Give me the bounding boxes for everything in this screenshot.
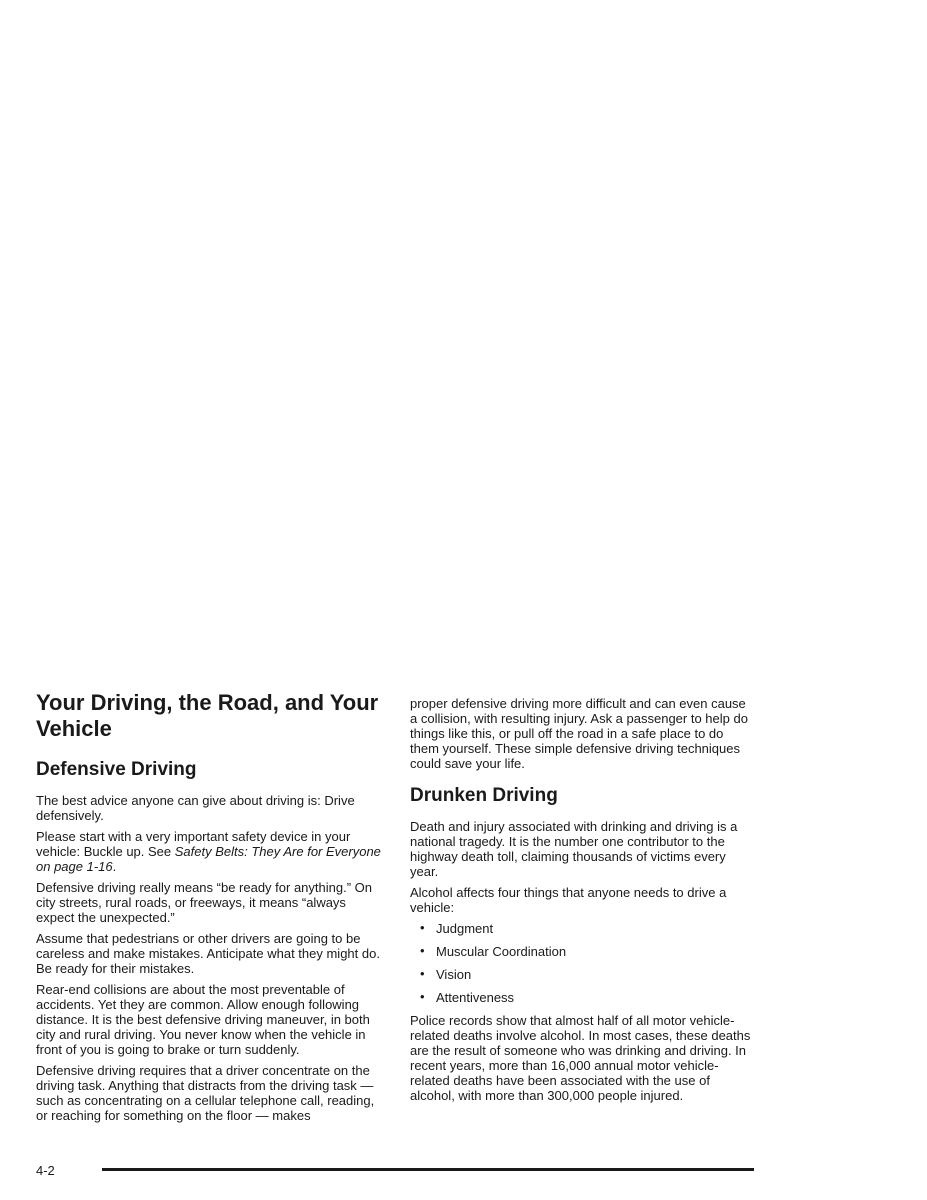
- safety-belts-reference-link[interactable]: Safety Belts: They Are for Everyone on page 1-16: [36, 844, 381, 874]
- section-heading-drunken-driving: Drunken Driving: [410, 785, 558, 806]
- paragraph-best-advice: The best advice anyone can give about driving is: Drive defensively.: [36, 793, 355, 823]
- bullet-icon: •: [420, 920, 425, 935]
- footer-divider: [102, 1168, 754, 1171]
- paragraph-rear-end: Rear-end collisions are about the most preventable of accidents. Yet they are common. Allow enough following distance. It is the best defensive driving maneuver, in both city and rural driving. You never know when the vehicle in front of you is going to brake or turn suddenly.: [36, 982, 370, 1057]
- list-item: [410, 944, 755, 959]
- list-item-label: Judgment: [436, 921, 494, 936]
- page-title: Your Driving, the Road, and Your Vehicle: [36, 690, 379, 741]
- alcohol-effects-list: [410, 921, 755, 1005]
- list-item-label: Muscular Coordination: [436, 944, 567, 959]
- bullet-icon: •: [420, 943, 425, 958]
- page-number: 4-2: [36, 1163, 55, 1178]
- paragraph-national-tragedy: Death and injury associated with drinking and driving is a national tragedy. It is the number one contributor to the highway death toll, claiming thousands of victims every year.: [410, 819, 738, 879]
- paragraph-concentrate: Defensive driving requires that a driver concentrate on the driving task. Anything that distracts from the driving task — such as concentrating on a cellular telephone call, reading, or reaching for something on the floor — makes: [36, 1063, 375, 1123]
- paragraph-be-ready: Defensive driving really means “be ready for anything.” On city streets, rural roads, or freeways, it means “always expect the unexpected.”: [36, 880, 372, 925]
- paragraph-pedestrians: Assume that pedestrians or other drivers are going to be careless and make mistakes. Anticipate what they might do. Be ready for their mistakes.: [36, 931, 380, 976]
- list-item: [410, 921, 755, 936]
- section-heading-defensive-driving: Defensive Driving: [36, 759, 197, 780]
- left-column: [36, 690, 381, 1129]
- list-item-label: Attentiveness: [436, 990, 515, 1005]
- paragraph-police-records: Police records show that almost half of all motor vehicle-related deaths involve alcohol. In most cases, these deaths are the result of someone who was drinking and driving. In recent years, more than 16,000 annual motor vehicle-related deaths have been associated with the use of alcohol, with more than 300,000 people injured.: [410, 1013, 751, 1103]
- paragraph-alcohol-affects: Alcohol affects four things that anyone needs to drive a vehicle:: [410, 885, 727, 915]
- bullet-icon: •: [420, 966, 425, 981]
- paragraph-buckle-up-text: Please start with a very important safety device in your vehicle: Buckle up. See: [36, 829, 351, 859]
- right-column: [410, 696, 755, 1109]
- list-item-label: Vision: [436, 967, 472, 982]
- paragraph-buckle-up: [36, 829, 381, 874]
- paragraph-continued: proper defensive driving more difficult and can even cause a collision, with resulting injury. Ask a passenger to help do things like this, or pull off the road in a safe place to do them yourself. These simple defensive driving techniques could save your life.: [410, 696, 748, 771]
- paragraph-buckle-up-end: .: [112, 859, 117, 874]
- list-item: [410, 990, 755, 1005]
- list-item: [410, 967, 755, 982]
- bullet-icon: •: [420, 989, 425, 1004]
